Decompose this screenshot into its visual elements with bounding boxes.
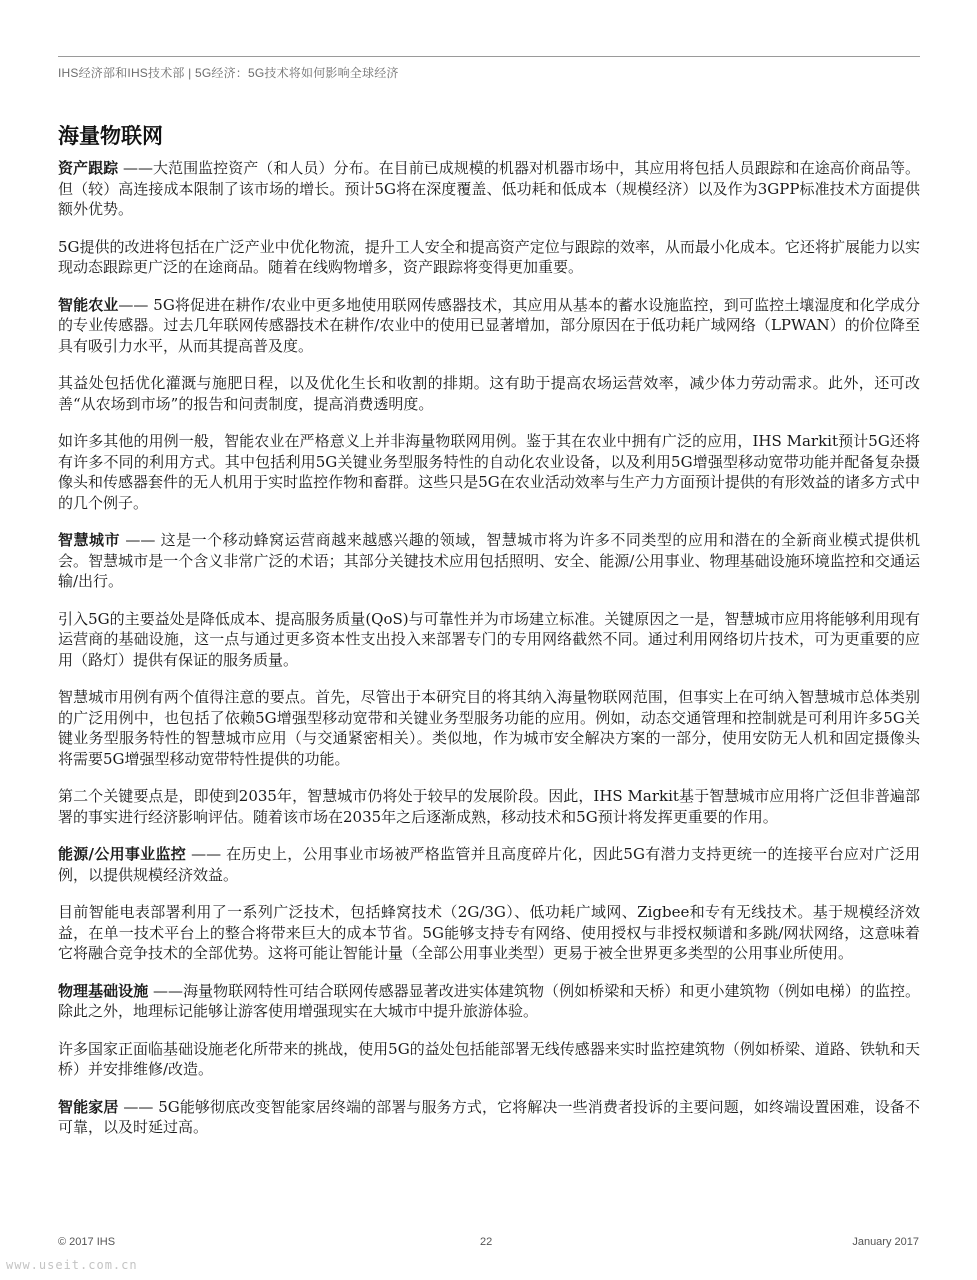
watermark: www.useit.com.cn	[6, 1258, 138, 1272]
paragraph-text: —— 在历史上，公用事业市场被严格监管并且高度碎片化，因此5G有潜力支持更统一的连接平台应对广泛用例，以提供规模经济效益。	[58, 845, 920, 884]
paragraph-text: 如许多其他的用例一般，智能农业在严格意义上并非海量物联网用例。鉴于其在农业中拥有广泛的应用，IHS Markit预计5G还将有许多不同的利用方式。其中包括利用5G关键业务型服务特性的自动化农业设备，以及利用5G增强型移动宽带功能并配备复杂摄像头和传感器套件的无人机用于实时监控作物和畜群。这些只是5G在农业活动效率与生产力方面预计提供的有形效益的诸多方式中的几个例子。	[58, 432, 920, 512]
paragraph	[58, 1097, 920, 1138]
paragraph-text: ——海量物联网特性可结合联网传感器显著改进实体建筑物（例如桥梁和天桥）和更小建筑物（例如电梯）的监控。除此之外，地理标记能够让游客使用增强现实在大城市中提升旅游体验。	[58, 981, 920, 1020]
running-header: IHS经济部和IHS技术部 | 5G经济：5G技术将如何影响全球经济	[58, 66, 399, 80]
paragraph	[58, 687, 920, 769]
paragraph-term: 智慧城市	[58, 531, 121, 549]
paragraph	[58, 295, 920, 357]
paragraph-text: 其益处包括优化灌溉与施肥日程，以及优化生长和收割的排期。这有助于提高农场运营效率，减少体力劳动需求。此外，还可改善“从农场到市场”的报告和问责制度，提高消费透明度。	[58, 374, 920, 413]
paragraph-text: —— 这是一个移动蜂窝运营商越来越感兴趣的领域，智慧城市将为许多不同类型的应用和潜在的全新商业模式提供机会。智慧城市是一个含义非常广泛的术语；其部分关键技术应用包括照明、安全、能源/公用事业、物理基础设施环境监控和交通运输/出行。	[58, 531, 920, 590]
paragraph-text: —— 5G能够彻底改变智能家居终端的部署与服务方式，它将解决一些消费者投诉的主要问题，如终端设置困难，设备不可靠，以及时延过高。	[58, 1097, 920, 1136]
paragraph-text: 引入5G的主要益处是降低成本、提高服务质量(QoS)与可靠性并为市场建立标准。关键原因之一是，智慧城市应用将能够利用现有运营商的基础设施，这一点与通过更多资本性支出投入来部署专门的专用网络截然不同。通过利用网络切片技术，可为更重要的应用（路灯）提供有保证的服务质量。	[58, 609, 920, 669]
paragraph-text: 许多国家正面临基础设施老化所带来的挑战，使用5G的益处包括能部署无线传感器来实时监控建筑物（例如桥梁、道路、铁轨和天桥）并安排维修/改造。	[58, 1039, 920, 1078]
footer-copyright: © 2017 IHS	[58, 1236, 116, 1248]
paragraph-text: 第二个关键要点是，即使到2035年，智慧城市仍将处于较早的发展阶段。因此，IHS Markit基于智慧城市应用将广泛但非普遍部署的事实进行经济影响评估。随着该市场在2035年之后逐渐成熟，移动技术和5G预计将发挥更重要的作用。	[58, 787, 920, 826]
footer-page-number: 22	[480, 1236, 493, 1248]
paragraph	[58, 1039, 920, 1080]
paragraph-text: 智慧城市用例有两个值得注意的要点。首先，尽管出于本研究目的将其纳入海量物联网范围，但事实上在可纳入智慧城市总体类别的广泛用例中，也包括了依赖5G增强型移动宽带和关键业务型服务功能的应用。例如，动态交通管理和控制就是可利用许多5G关键业务型服务特性的智慧城市应用（与交通紧密相关）。类似地，作为城市安全解决方案的一部分，使用安防无人机和固定摄像头将需要5G增强型移动宽带特性提供的功能。	[58, 688, 920, 768]
paragraph	[58, 373, 920, 414]
paragraph	[58, 431, 920, 513]
paragraph-term: 资产跟踪	[58, 159, 119, 177]
footer-date: January 2017	[852, 1236, 919, 1248]
paragraph	[58, 902, 920, 964]
paragraph	[58, 981, 920, 1022]
paragraph-term: 能源/公用事业监控	[58, 845, 187, 863]
paragraph	[58, 786, 920, 827]
paragraph-term: 智能农业	[58, 295, 119, 314]
paragraph	[58, 844, 920, 885]
paragraph	[58, 237, 920, 278]
paragraph-text: —— 5G将促进在耕作/农业中更多地使用联网传感器技术，其应用从基本的蓄水设施监控，到可监控土壤湿度和化学成分的专业传感器。过去几年联网传感器技术在耕作/农业中的使用已显著增加，部分原因在于低功耗广域网络（LPWAN）的价位降至具有吸引力水平，从而其提高普及度。	[58, 295, 920, 355]
paragraph-text: ——大范围监控资产（和人员）分布。在目前已成规模的机器对机器市场中，其应用将包括人员跟踪和在途高价商品等。但（较）高连接成本限制了该市场的增长。预计5G将在深度覆盖、低功耗和低成本（规模经济）以及作为3GPP标准技术方面提供额外优势。	[58, 159, 920, 218]
paragraph	[58, 609, 920, 671]
paragraph-term: 物理基础设施	[58, 981, 149, 1000]
body-content	[58, 158, 920, 1155]
paragraph-term: 智能家居	[58, 1097, 119, 1116]
paragraph-text: 目前智能电表部署利用了一系列广泛技术，包括蜂窝技术（2G/3G）、低功耗广域网、Zigbee和专有无线技术。基于规模经济效益，在单一技术平台上的整合将带来巨大的成本节省。5G能够支持专有网络、使用授权与非授权频谱和多跳/网状网络，这意味着它将融合竞争技术的全部优势。这将可能让智能计量（全部公用事业类型）更易于被全世界更多类型的公用事业所使用。	[58, 903, 920, 962]
paragraph-text: 5G提供的改进将包括在广泛产业中优化物流，提升工人安全和提高资产定位与跟踪的效率，从而最小化成本。它还将扩展能力以实现动态跟踪更广泛的在途商品。随着在线购物增多，资产跟踪将变得更加重要。	[58, 237, 920, 276]
paragraph	[58, 158, 920, 220]
header-rule	[58, 56, 920, 57]
section-title: 海量物联网	[58, 124, 163, 148]
paragraph	[58, 530, 920, 592]
